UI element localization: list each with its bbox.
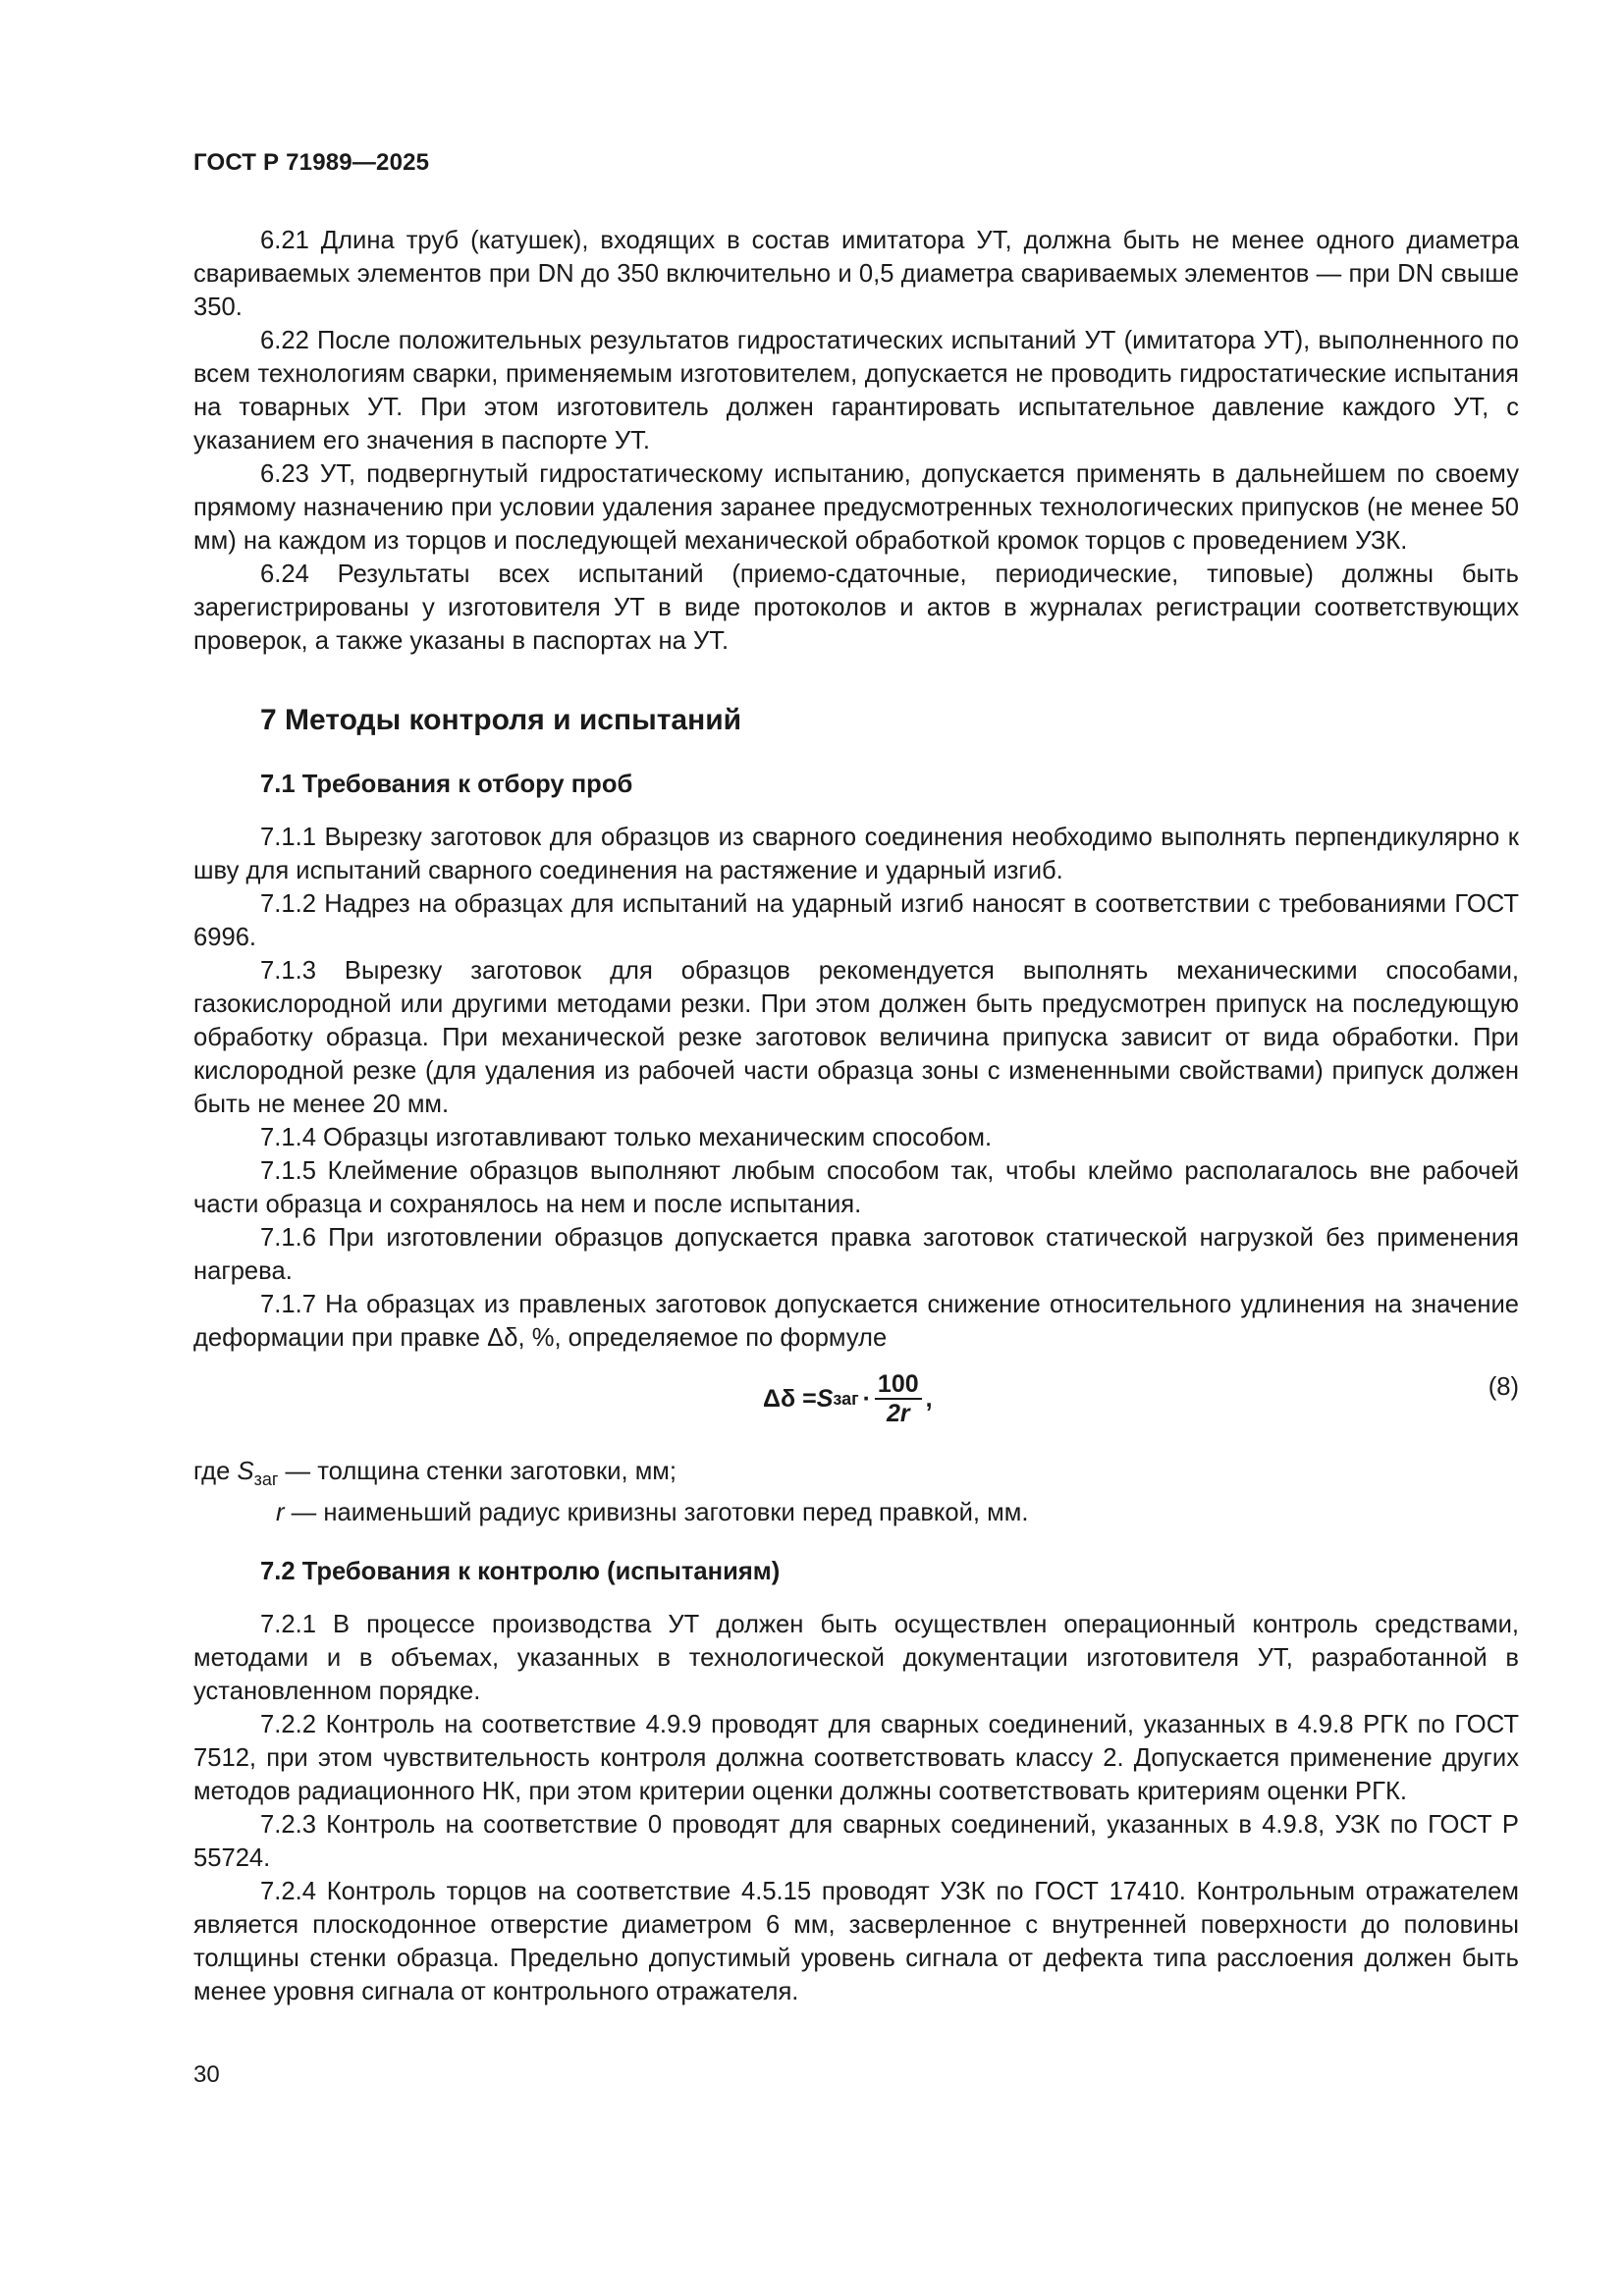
paragraph-6-23: 6.23 УТ, подвергнутый гидростатическому испытанию, допускается применять в дальнейшем по своему прямому назначению при условии удаления заранее предусмотренных технологических припусков (не менее 50 мм) на каждом из торцов и последующей механической обработкой кромок торцов с проведением УЗК. bbox=[193, 460, 1519, 555]
formula-8 bbox=[193, 1366, 1519, 1441]
paragraph-7-1-4: 7.1.4 Образцы изготавливают только механическим способом. bbox=[260, 1124, 993, 1151]
where-s-subscript: заг bbox=[253, 1469, 279, 1490]
where-prefix: где bbox=[193, 1458, 231, 1485]
paragraph-7-1-5: 7.1.5 Клеймение образцов выполняют любым способом так, чтобы клеймо располагалось вне рабочей части образца и сохранялось на нем и после испытания. bbox=[193, 1157, 1519, 1218]
subsection-7-2-title: 7.2 Требования к контролю (испытаниям) bbox=[260, 1558, 781, 1586]
formula-lhs: Δδ = bbox=[763, 1385, 817, 1413]
paragraph-6-22: 6.22 После положительных результатов гидростатических испытаний УТ (имитатора УТ), выполненного по всем технологиям сварки, применяемым изготовителем, допускается не проводить гидростатические испытания на товарных УТ. При этом изготовитель должен гарантировать испытательное давление каждого УТ, с указанием его значения в паспорте УТ. bbox=[193, 327, 1519, 454]
formula-numerator: 100 bbox=[875, 1370, 922, 1400]
document-header-code: ГОСТ Р 71989—2025 bbox=[193, 149, 430, 176]
paragraph-7-2-4: 7.2.4 Контроль торцов на соответствие 4.5.15 проводят УЗК по ГОСТ 17410. Контрольным отражателем является плоскодонное отверстие диаметром 6 мм, засверленное с внутренней поверхности до половины толщины стенки образца. Предельно допустимый уровень сигнала от дефекта типа расслоения должен быть менее уровня сигнала от контрольного отражателя. bbox=[193, 1878, 1519, 2006]
where-s-description: — толщина стенки заготовки, мм; bbox=[285, 1458, 677, 1485]
formula-fraction bbox=[875, 1370, 922, 1427]
paragraph-7-1-1: 7.1.1 Вырезку заготовок для образцов из сварного соединения необходимо выполнять перпендикулярно к шву для испытаний сварного соединения на растяжение и ударный изгиб. bbox=[193, 824, 1519, 884]
where-r-symbol: r bbox=[276, 1499, 285, 1527]
formula-expression bbox=[763, 1370, 933, 1427]
paragraph-6-24: 6.24 Результаты всех испытаний (приемо-сдаточные, периодические, типовые) должны быть зарегистрированы у изготовителя УТ в виде протоколов и актов в журналах регистрации соответствующих проверок, а также указаны в паспортах на УТ. bbox=[193, 561, 1519, 655]
paragraph-7-2-3: 7.2.3 Контроль на соответствие 0 проводят для сварных соединений, указанных в 4.9.8, УЗК по ГОСТ Р 55724. bbox=[193, 1811, 1519, 1873]
formula-number: (8) bbox=[1488, 1373, 1519, 1401]
paragraph-7-1-7: 7.1.7 На образцах из правленых заготовок допускается снижение относительного удлинения на значение деформации при правке Δδ, %, определяемое по формуле bbox=[193, 1291, 1519, 1352]
formula-dot: · bbox=[862, 1385, 871, 1413]
formula-denominator: 2r bbox=[886, 1400, 910, 1427]
paragraph-7-1-6: 7.1.6 При изготовлении образцов допускается правка заготовок статической нагрузкой без применения нагрева. bbox=[193, 1224, 1519, 1285]
section-7-title: 7 Методы контроля и испытаний bbox=[260, 704, 742, 736]
paragraph-7-2-2: 7.2.2 Контроль на соответствие 4.9.9 проводят для сварных соединений, указанных в 4.9.8 РГК по ГОСТ 7512, при этом чувствительность контроля должна соответствовать классу 2. Допускается применение других методов радиационного НК, при этом критерии оценки должны соответствовать критериям оценки РГК. bbox=[193, 1711, 1519, 1806]
paragraph-7-1-2: 7.1.2 Надрез на образцах для испытаний на ударный изгиб наносят в соответствии с требованиями ГОСТ 6996. bbox=[193, 890, 1519, 951]
where-r-description: — наименьший радиус кривизны заготовки перед правкой, мм. bbox=[291, 1499, 1029, 1527]
paragraph-6-21: 6.21 Длина труб (катушек), входящих в состав имитатора УТ, должна быть не менее одного диаметра свариваемых элементов при DN до 350 включительно и 0,5 диаметра свариваемых элементов — при DN свыше 350. bbox=[193, 227, 1519, 321]
formula-s-symbol: S bbox=[816, 1385, 834, 1413]
document-body bbox=[193, 224, 1519, 2008]
where-s-line bbox=[193, 1455, 1519, 1496]
paragraph-7-1-3: 7.1.3 Вырезку заготовок для образцов рекомендуется выполнять механическими способами, газокислородной или другими методами резки. При этом должен быть предусмотрен припуск на последующую обработку образца. При механической резке заготовок величина припуска зависит от вида обработки. При кислородной резке (для удаления из рабочей части образца зоны с измененными свойствами) припуск должен быть не менее 20 мм. bbox=[193, 957, 1519, 1118]
where-s-symbol: S bbox=[237, 1458, 254, 1485]
where-r-line bbox=[276, 1496, 1519, 1529]
formula-s-subscript: заг bbox=[833, 1389, 859, 1409]
subsection-7-1-title: 7.1 Требования к отбору проб bbox=[260, 771, 633, 798]
page-number: 30 bbox=[193, 2061, 220, 2088]
paragraph-7-2-1: 7.2.1 В процессе производства УТ должен быть осуществлен операционный контроль средствами, методами и в объемах, указанных в технологической документации изготовителя УТ, разработанной в установленном порядке. bbox=[193, 1611, 1519, 1706]
formula-trailing-comma: , bbox=[925, 1385, 933, 1413]
